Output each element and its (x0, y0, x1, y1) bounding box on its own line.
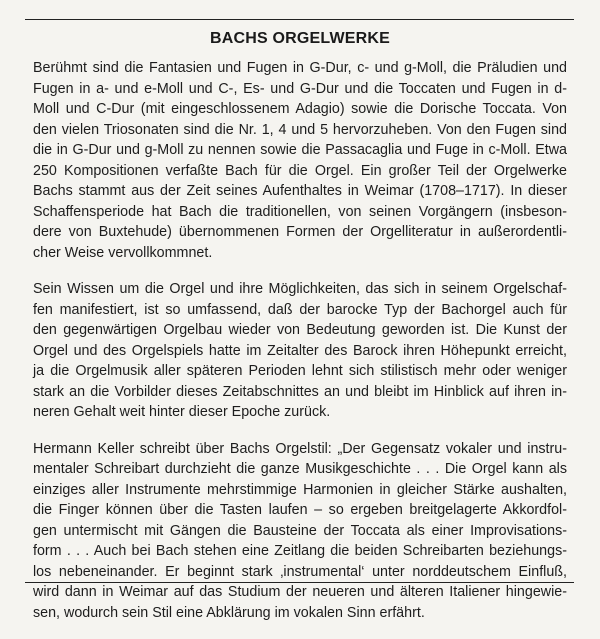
text-line: stark an die Vorbilder dieses Zeitabschnittes an und bleibt im Hinblick auf ihren in- (33, 383, 567, 400)
text-line: die in G-Dur und g-Moll zu nennen sowie die Passacaglia und Fuge in c-Moll. Etwa (33, 142, 567, 158)
text-line: Moll und C-Dur (mit eingeschlossenem Adagio) sowie die Dorische Toccata. Von (33, 101, 567, 117)
text-line: Berühmt sind die Fantasien und Fugen in G-Dur, c- und g-Moll, die Präludien und (33, 60, 567, 76)
top-rule (25, 19, 574, 20)
text-line: einziges aller Instrumente mehrstimmige Harmonien in gleicher Stärke aushalten, (33, 481, 567, 498)
text-line: Hermann Keller schreibt über Bachs Orgelstil: „Der Gegensatz vokaler und instru- (33, 440, 567, 457)
text-line: neren Gehalt weit hinter dieser Epoche zurück. (33, 404, 331, 420)
paragraph-3 (33, 439, 567, 624)
text-line: Fugen in a- und e-Moll und C-, Es- und G-Dur und die Toccaten und Fugen in d- (33, 80, 567, 97)
text-line: die Finger können über die Tasten laufen – so ergeben breitgelagerte Akkordfol- (33, 502, 567, 518)
text-line: Bachs stammt aus der Zeit seines Aufenthaltes in Weimar (1708–1717). In dieser (33, 183, 567, 199)
bottom-rule (25, 582, 574, 583)
text-line: mentaler Schreibart durchzieht die ganze Musikgeschichte . . . Die Orgel kann als (33, 461, 567, 477)
text-line: Sein Wissen um die Orgel und ihre Möglichkeiten, das sich in seinem Orgelschaf- (33, 281, 567, 297)
text-line: cher Weise vervollkommnet. (33, 244, 213, 261)
text-line: gen untermischt mit Gängen die Bausteine der Toccata als einer Improvisations- (33, 522, 567, 539)
paragraph-2 (33, 279, 567, 423)
paragraph-1 (33, 58, 567, 263)
text-line: dere von Buxtehude) übernommenen Formen der Orgelliteratur in außerordentli- (33, 224, 567, 240)
text-line: wird dann in Weimar auf das Studium der neueren und älteren Italiener hingewie- (33, 584, 567, 600)
text-line: los nebeneinander. Er beginnt stark ‚instrumental‘ unter norddeutschem Einfluß, (33, 563, 567, 580)
page-title: BACHS ORGELWERKE (209, 30, 391, 47)
text-line: sen, wodurch sein Stil eine Abklärung im vokalen Sinn erfährt. (33, 604, 425, 621)
text-line: 250 Kompositionen verfaßte Bach für die Orgel. Ein großer Teil der Orgelwerke (33, 162, 567, 179)
text-line: ja die Orgelmusik aller späteren Perioden lehnt sich stilistisch mehr oder weniger (33, 363, 567, 379)
text-line: den gegenwärtigen Orgelbau wieder von Bedeutung geworden ist. Die Kunst der (33, 322, 567, 338)
text-line: form . . . Auch bei Bach stehen eine Zeitlang die beiden Schreibarten beziehungs- (33, 543, 567, 559)
text-line: Orgel und des Orgelspiels hatte im Zeitalter des Barock ihren Höhepunkt erreicht, (33, 342, 567, 359)
text-line: den vielen Triosonaten sind die Nr. 1, 4 und 5 hervorzuheben. Von den Fugen sind (33, 121, 567, 138)
text-line: Schaffensperiode hat Bach die traditionellen, von seinen Vorgängern (insbeson- (33, 203, 567, 220)
text-line: fen manifestiert, ist so umfassend, daß der barocke Typ der Bachorgel auch für (33, 301, 567, 318)
article-body (33, 58, 567, 639)
